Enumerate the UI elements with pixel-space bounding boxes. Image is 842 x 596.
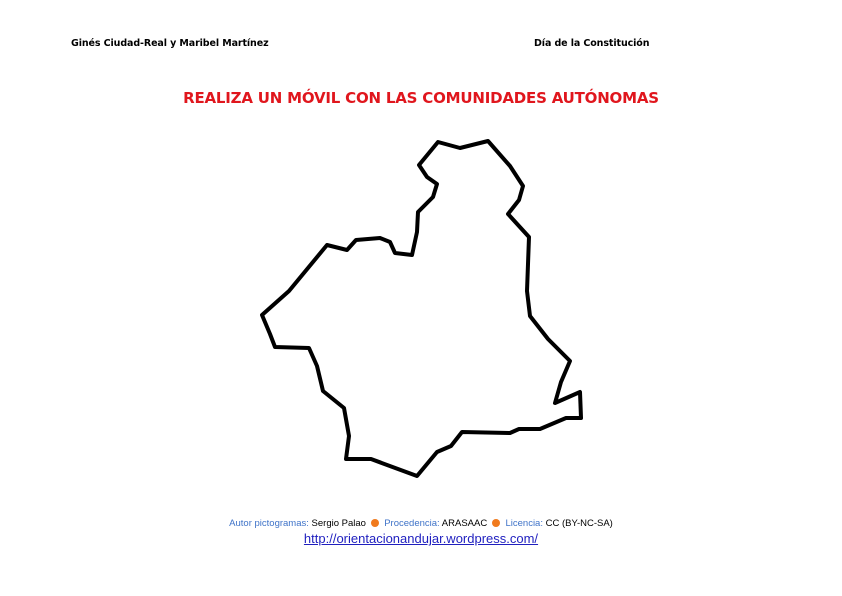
author-value: Sergio Palao — [311, 518, 366, 529]
website-link[interactable]: http://orientacionandujar.wordpress.com/ — [303, 531, 539, 546]
bullet-icon — [371, 519, 379, 527]
source-value: ARASAAC — [441, 518, 488, 529]
region-outline-path — [262, 141, 581, 476]
license-value: CC (BY-NC-SA) — [545, 518, 613, 529]
page-title: REALIZA UN MÓVIL CON LAS COMUNIDADES AUTÓNOMAS — [183, 89, 659, 107]
bullet-icon — [492, 519, 500, 527]
credits-line — [0, 518, 842, 529]
header-authors: Ginés Ciudad-Real y Maribel Martínez — [71, 38, 269, 49]
header-topic: Día de la Constitución — [534, 38, 650, 49]
source-label: Procedencia: — [384, 518, 440, 529]
author-label: Autor pictogramas: — [229, 518, 309, 529]
license-label: Licencia: — [505, 518, 543, 529]
